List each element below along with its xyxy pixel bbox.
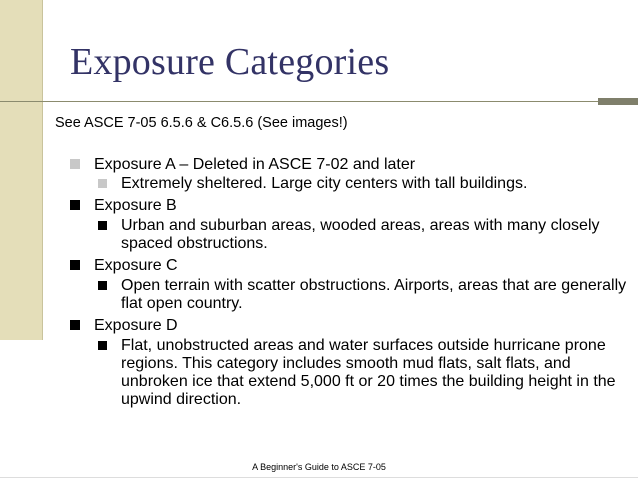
- list-item-level1: [70, 155, 635, 174]
- list-item-text: Exposure D: [94, 317, 178, 334]
- square-bullet-icon: [98, 341, 107, 350]
- side-band-edge: [42, 0, 43, 340]
- square-bullet-icon: [70, 200, 80, 210]
- square-bullet-icon: [70, 260, 80, 270]
- list-item-level1: [70, 256, 635, 275]
- list-item-text: Flat, unobstructed areas and water surfaces outside hurricane prone regions. This category includes smooth mud flats, salt flats, and unbroken ice that extend 5,000 ft or 20 times the building height in the upwind direction.: [121, 337, 616, 408]
- list-item-level2: [98, 277, 635, 313]
- list-item-text: Urban and suburban areas, wooded areas, areas with many closely spaced obstructions.: [121, 217, 600, 252]
- list-item-level2: [98, 337, 635, 409]
- list-item-text: Open terrain with scatter obstructions. Airports, areas that are generally flat open country.: [121, 277, 627, 312]
- list-item-exposure-a: [70, 155, 635, 193]
- list-item-level2: [98, 217, 635, 253]
- square-bullet-icon: [70, 159, 80, 169]
- list-item-text: Exposure B: [94, 197, 177, 214]
- slide-subtitle: See ASCE 7-05 6.5.6 & C6.5.6 (See images!): [55, 115, 348, 131]
- title-rule: [0, 101, 598, 102]
- list-item-exposure-d: [70, 316, 635, 409]
- list-item-text: Exposure C: [94, 257, 178, 274]
- list-item-exposure-c: [70, 256, 635, 313]
- bottom-edge: [0, 477, 638, 478]
- list-item-exposure-b: [70, 196, 635, 253]
- list-item-level2: [98, 175, 635, 193]
- slide-footer: A Beginner's Guide to ASCE 7-05: [252, 462, 386, 472]
- square-bullet-icon: [70, 320, 80, 330]
- bullet-list: [70, 155, 635, 409]
- list-item-level1: [70, 316, 635, 335]
- list-item-level1: [70, 196, 635, 215]
- title-rule-accent: [598, 98, 638, 105]
- slide-title: Exposure Categories: [70, 41, 390, 83]
- list-item-text: Exposure A – Deleted in ASCE 7-02 and later: [94, 156, 416, 173]
- square-bullet-icon: [98, 281, 107, 290]
- side-band: [0, 0, 42, 340]
- square-bullet-icon: [98, 179, 107, 188]
- list-item-text: Extremely sheltered. Large city centers with tall buildings.: [121, 175, 528, 192]
- square-bullet-icon: [98, 221, 107, 230]
